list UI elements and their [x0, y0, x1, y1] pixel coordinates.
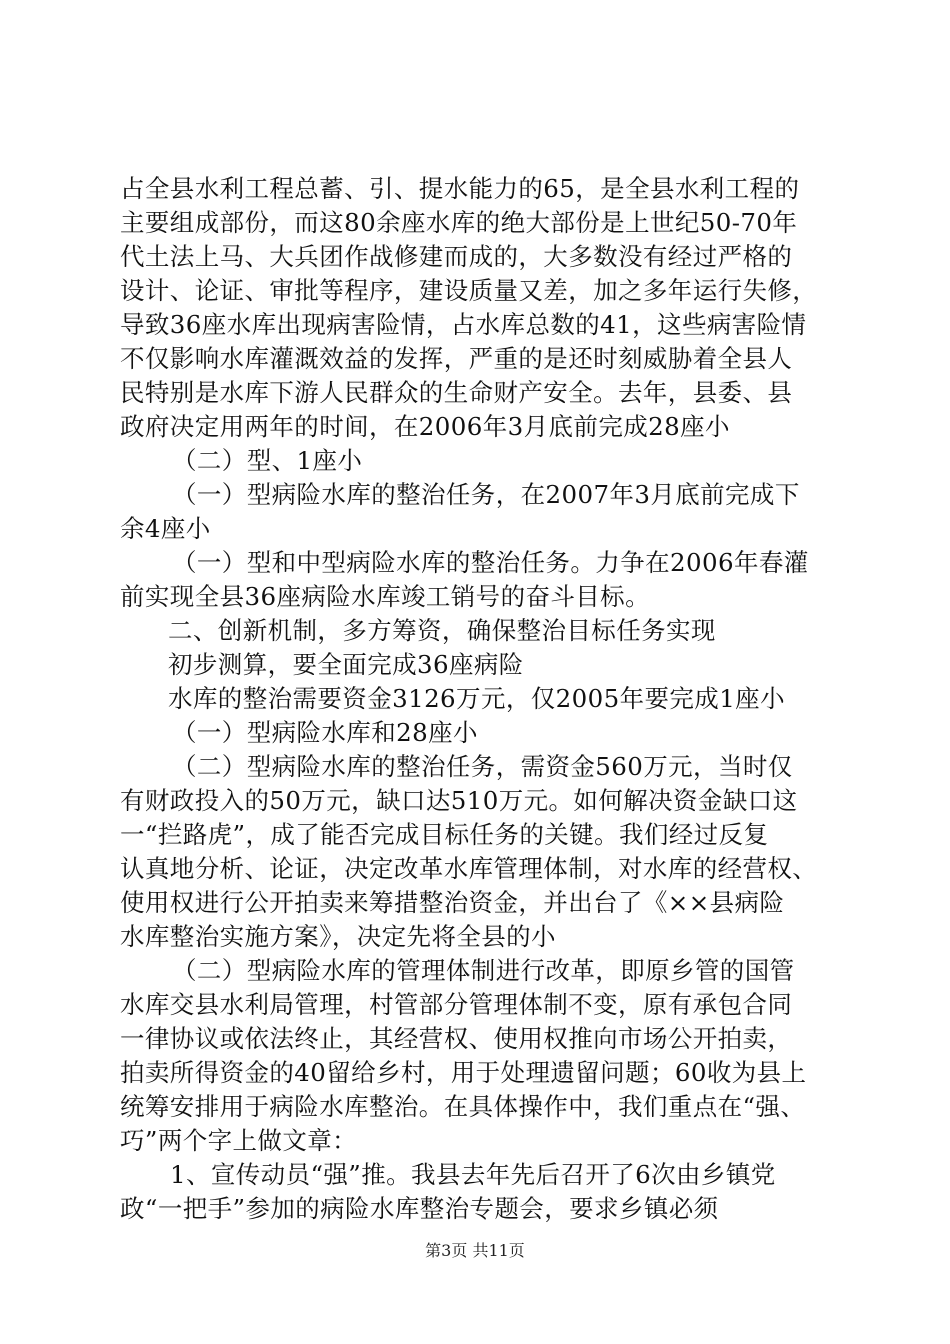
text-line-2: 主要组成部份，而这80余座水库的绝大部份是上世纪50-70年 — [120, 208, 798, 237]
text-line-23: 水库整治实施方案》，决定先将全县的小 — [120, 922, 556, 951]
text-line-15: 初步测算，要全面完成36座病险 — [168, 650, 524, 679]
text-line-20: 一“拦路虎”，成了能否完成目标任务的关键。我们经过反复 — [120, 820, 769, 849]
text-line-5: 导致36座水库出现病害险情，占水库总数的41，这些病害险情 — [120, 310, 807, 339]
text-line-8: 政府决定用两年的时间，在2006年3月底前完成28座小 — [120, 412, 730, 441]
text-line-22: 使用权进行公开拍卖来筹措整治资金，并出台了《××县病险 — [120, 888, 785, 917]
text-line-7: 民特别是水库下游人民群众的生命财产安全。去年，县委、县 — [120, 378, 793, 407]
text-line-28: 统筹安排用于病险水库整治。在具体操作中，我们重点在“强、 — [120, 1092, 806, 1121]
text-line-4: 设计、论证、审批等程序，建设质量又差，加之多年运行失修， — [120, 276, 818, 305]
text-line-24: （二）型病险水库的管理体制进行改革，即原乡管的国管 — [172, 956, 795, 985]
text-line-12: （一）型和中型病险水库的整治任务。力争在2006年春灌 — [172, 548, 809, 577]
text-line-1: 占全县水利工程总蓄、引、提水能力的65，是全县水利工程的 — [120, 174, 800, 203]
text-line-3: 代土法上马、大兵团作战修建而成的，大多数没有经过严格的 — [120, 242, 793, 271]
text-line-6: 不仅影响水库灌溉效益的发挥，严重的是还时刻威胁着全县人 — [120, 344, 793, 373]
text-line-13: 前实现全县36座病险水库竣工销号的奋斗目标。 — [120, 582, 650, 611]
text-line-18: （二）型病险水库的整治任务，需资金560万元，当时仅 — [172, 752, 793, 781]
text-line-27: 拍卖所得资金的40留给乡村，用于处理遗留问题；60收为县上 — [120, 1058, 807, 1087]
text-line-11: 余4座小 — [120, 514, 211, 543]
page-number-footer: 第3页 共11页 — [425, 1241, 525, 1260]
text-line-30: 1、宣传动员“强”推。我县去年先后召开了6次由乡镇党 — [170, 1160, 776, 1189]
text-line-10: （一）型病险水库的整治任务，在2007年3月底前完成下 — [172, 480, 800, 509]
text-line-16: 水库的整治需要资金3126万元，仅2005年要完成1座小 — [168, 684, 785, 713]
text-line-29: 巧”两个字上做文章： — [120, 1126, 358, 1155]
text-line-25: 水库交县水利局管理，村管部分管理体制不变，原有承包合同 — [120, 990, 793, 1019]
text-line-21: 认真地分析、论证，决定改革水库管理体制，对水库的经营权、 — [120, 854, 818, 883]
text-line-17: （一）型病险水库和28座小 — [172, 718, 478, 747]
section-heading: 二、创新机制，多方筹资，确保整治目标任务实现 — [168, 616, 716, 645]
text-line-19: 有财政投入的50万元，缺口达510万元。如何解决资金缺口这 — [120, 786, 798, 815]
text-line-31: 政“一把手”参加的病险水库整治专题会，要求乡镇必须 — [120, 1194, 719, 1223]
text-line-26: 一律协议或依法终止，其经营权、使用权推向市场公开拍卖， — [120, 1024, 793, 1053]
text-line-9: （二）型、1座小 — [172, 446, 363, 475]
